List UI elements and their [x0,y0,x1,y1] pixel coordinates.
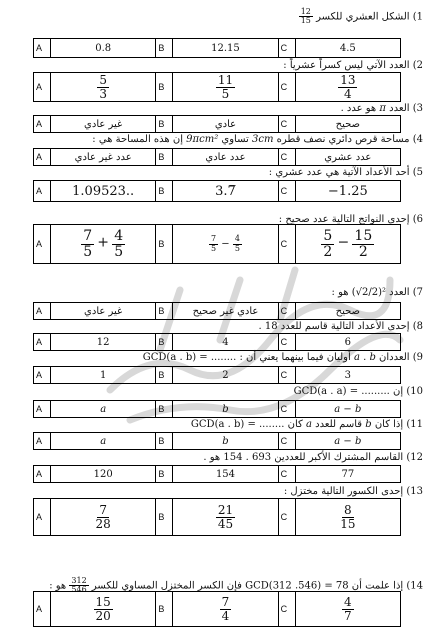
option-label-b: B [156,73,173,102]
option-c[interactable]: 6 [295,334,400,351]
option-b[interactable]: 154 [173,466,278,483]
question-text: أوليان فيما بينهما يعني أن : ........ = GCD(a . b) [142,352,351,363]
question-text: كان ........ = GCD(a . b) [190,419,303,430]
option-a[interactable]: $\frac{5}{3}$ [51,73,156,102]
option-label-a: A [34,499,51,536]
option-label-c: C [278,39,295,58]
question-12: 12) القاسم المشترك الأكبر للعددين 693 . 154 هو . [203,452,423,463]
variable-a: a [305,419,312,430]
option-b[interactable]: b [173,401,278,418]
option-a[interactable]: 12 [51,334,156,351]
options-row-7 [33,302,401,320]
question-10: 10) إن ......... = GCD(a . a) [293,386,423,397]
option-c[interactable]: صحيح [295,116,400,133]
options-row-11 [33,432,401,450]
fraction: $\frac{12}{15}$ [300,7,311,26]
option-a[interactable]: غير عادي [51,116,156,133]
option-b[interactable]: عادي [173,116,278,133]
question-number: 7 [416,287,423,298]
option-label-b: B [156,466,173,483]
options-row-12 [33,465,401,483]
option-label-c: C [278,149,295,166]
question-1: 1) الشكل العشري للكسر $\frac{12}{15}$ [300,7,423,26]
options-row-3 [33,115,401,133]
pi-symbol: π [379,103,386,114]
question-6: 6) إحدى النواتج التالية عدد صحيح : [278,214,423,225]
option-label-c: C [278,401,295,418]
question-text: هو : [331,287,349,298]
option-c[interactable]: $\frac{13}{4}$ [295,73,400,102]
option-c[interactable]: صحيح [295,303,400,320]
option-c[interactable]: −1.25 [295,181,400,202]
question-number: 9 [416,352,423,363]
option-b[interactable]: عادي غير صحيح [173,303,278,320]
option-label-a: A [34,181,51,202]
option-label-a: A [34,334,51,351]
options-row-5 [33,180,401,202]
option-label-c: C [278,225,295,264]
variables: a . b [353,352,376,363]
question-text: العدد [389,103,410,114]
option-label-b: B [156,303,173,320]
option-b[interactable]: $\frac{21}{45}$ [173,499,278,536]
fraction: $\frac{312}{546}$ [71,576,87,595]
question-text: مساحة قرص دائري نصف قطره [276,134,410,145]
options-row-4 [33,148,401,166]
question-14: 14) إذا علمت أن 78 = GCD(312 .546) فإن الكسر المختزل المساوي للكسر $\frac{312}{546}$ هو : [49,576,423,595]
option-a[interactable]: 120 [51,466,156,483]
option-a[interactable]: a [51,401,156,418]
option-label-a: A [34,367,51,384]
option-label-b: B [156,401,173,418]
question-number: 3 [416,103,423,114]
question-number: 12 [410,452,423,463]
question-11: 11) إذا كان b قاسم للعدد a كان ........ = GCD(a . b) [190,419,423,430]
option-b[interactable]: 3.7̅ [173,181,278,202]
question-13: 13) إحدى الكسور التالية مختزل : [283,486,423,497]
option-label-c: C [278,334,295,351]
option-c[interactable]: عدد عشري [295,149,400,166]
option-label-a: A [34,149,51,166]
question-text: إذا علمت أن 78 = GCD(312 .546) فإن الكسر المختزل المساوي للكسر [91,580,404,592]
option-label-b: B [156,225,173,264]
question-8: 8) إحدى الأعداد التالية قاسم للعدد 18 . [258,321,423,332]
options-row-13 [33,498,401,536]
option-label-c: C [278,73,295,102]
options-row-6 [33,224,401,264]
option-label-b: B [156,499,173,536]
question-text: هو : [49,580,67,592]
option-label-b: B [156,334,173,351]
option-label-a: A [34,73,51,102]
option-c[interactable]: 4.5 [295,39,400,58]
question-text: العددان [379,352,410,363]
option-a[interactable]: 1 [51,367,156,384]
option-label-b: B [156,181,173,202]
option-c[interactable]: a − b [295,401,400,418]
option-label-c: C [278,466,295,483]
option-b[interactable]: b [173,433,278,450]
option-a[interactable]: عدد غير عادي [51,149,156,166]
option-a[interactable]: 0.8 [51,39,156,58]
question-text: إن هذه المساحة هي : [92,134,183,145]
option-c[interactable]: 77 [295,466,400,483]
question-number: 1 [416,11,423,23]
question-text: قاسم للعدد [315,419,363,430]
question-number: 11 [410,419,423,430]
option-a[interactable]: a [51,433,156,450]
options-row-9 [33,366,401,384]
option-a[interactable]: غير عادي [51,303,156,320]
question-text: إذا كان [374,419,404,430]
option-label-b: B [156,116,173,133]
option-b[interactable]: 2 [173,367,278,384]
option-a[interactable]: $\frac{7}{5}$ + $\frac{4}{5}$ [51,225,156,264]
math-expression: (√2/2)² [351,287,386,298]
question-text: إحدى النواتج التالية عدد صحيح : [278,214,410,225]
option-c[interactable]: $\frac{4}{7}$ [295,592,400,627]
options-row-10 [33,400,401,418]
option-a[interactable]: $\frac{7}{28}$ [51,499,156,536]
question-text: أحد الأعداد الآتية هي عدد عشري : [268,167,410,178]
option-b[interactable]: عدد عادي [173,149,278,166]
option-label-a: A [34,466,51,483]
option-label-a: A [34,303,51,320]
option-c[interactable]: 3 [295,367,400,384]
option-label-a: A [34,116,51,133]
option-label-a: A [34,39,51,58]
question-text: الشكل العشري للكسر [316,11,410,23]
option-label-b: B [156,367,173,384]
option-label-b: B [156,149,173,166]
question-number: 2 [416,60,423,71]
question-text: إحدى الكسور التالية مختزل : [283,486,404,497]
question-7: 7) العدد (√2/2)² هو : [331,287,423,298]
question-number: 8 [416,321,423,332]
question-5: 5) أحد الأعداد الآتية هي عدد عشري : [268,167,423,178]
option-b[interactable]: $\frac{7}{4}$ [173,592,278,627]
option-c[interactable]: $\frac{5}{2}$ − $\frac{15}{2}$ [295,225,400,264]
option-a[interactable]: 1.09523.. [51,181,156,202]
options-row-8 [33,333,401,351]
options-row-2 [33,72,401,102]
question-text: تساوي [221,134,249,145]
question-number: 5 [416,167,423,178]
option-label-c: C [278,116,295,133]
option-label-c: C [278,181,295,202]
option-label-a: A [34,225,51,264]
radius-value: 3cm [252,134,274,145]
option-label-c: C [278,433,295,450]
question-text: العدد [389,287,410,298]
question-number: 6 [416,214,423,225]
option-b[interactable]: 12.15 [173,39,278,58]
question-text: العدد الآتي ليس كسراً عشرياً : [283,60,410,71]
option-c[interactable]: a − b [295,433,400,450]
question-2: 2) العدد الآتي ليس كسراً عشرياً : [283,60,423,71]
option-label-b: B [156,592,173,627]
question-text: إن ......... = GCD(a . a) [293,386,404,397]
variable-b: b [365,419,372,430]
options-row-14 [33,591,401,627]
question-3: 3) العدد π هو عدد . [340,103,423,114]
option-b[interactable]: $\frac{11}{5}$ [173,73,278,102]
question-text: إحدى الأعداد التالية قاسم للعدد 18 . [258,321,410,332]
option-label-a: A [34,433,51,450]
option-label-c: C [278,592,295,627]
option-b[interactable]: $\frac{7}{5}$ − $\frac{4}{5}$ [173,225,278,264]
area-value: 9πcm² [186,134,219,145]
option-c[interactable]: $\frac{8}{15}$ [295,499,400,536]
option-label-b: B [156,433,173,450]
question-number: 4 [416,134,423,145]
option-label-a: A [34,592,51,627]
options-row-1 [33,38,401,58]
option-label-c: C [278,303,295,320]
option-label-c: C [278,499,295,536]
question-number: 13 [410,486,423,497]
question-9: 9) العددان a . b أوليان فيما بينهما يعني أن : ........ = GCD(a . b) [142,352,423,363]
question-number: 14 [410,580,423,592]
question-4: 4) مساحة قرص دائري نصف قطره 3cm تساوي 9πcm² إن هذه المساحة هي : [92,134,423,145]
option-label-a: A [34,401,51,418]
question-text: هو عدد . [340,103,377,114]
question-text: القاسم المشترك الأكبر للعددين 693 . 154 هو . [203,452,404,463]
option-label-b: B [156,39,173,58]
question-number: 10 [410,386,423,397]
option-label-c: C [278,367,295,384]
option-a[interactable]: $\frac{15}{20}$ [51,592,156,627]
option-b[interactable]: 4 [173,334,278,351]
